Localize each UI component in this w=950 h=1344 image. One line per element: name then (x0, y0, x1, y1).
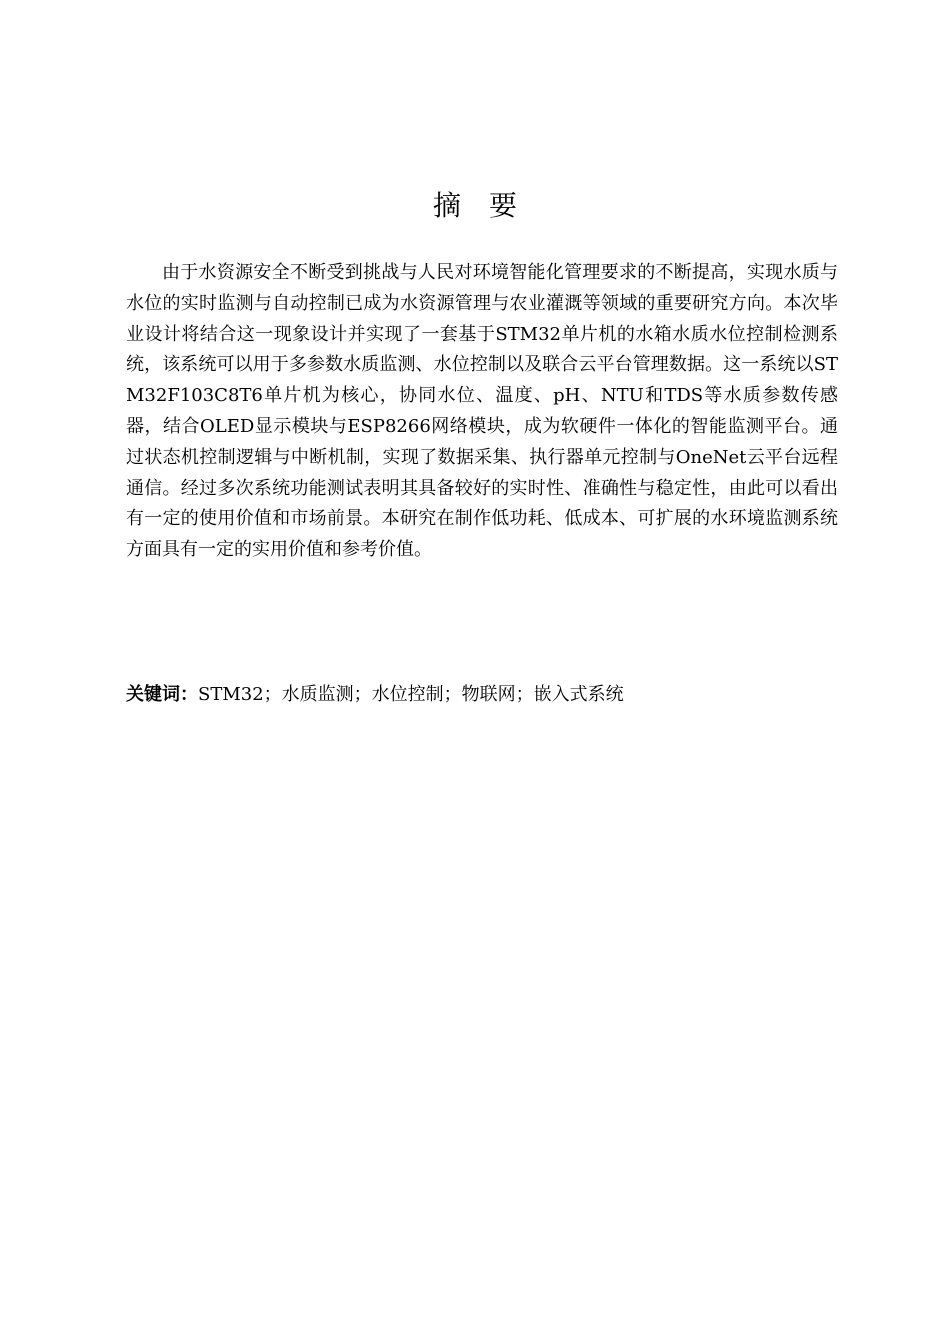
abstract-title: 摘要 (432, 189, 545, 222)
keywords-label: 关键词： (126, 684, 198, 705)
keywords-list: STM32；水质监测；水位控制；物联网；嵌入式系统 (198, 684, 624, 705)
keywords-line (126, 680, 838, 710)
abstract-body: 由于水资源安全不断受到挑战与人民对环境智能化管理要求的不断提高，实现水质与水位的实时监测与自动控制已成为水资源管理与农业灌溉等领域的重要研究方向。本次毕业设计将结合这一现象设计并实现了一套基于STM32单片机的水箱水质水位控制检测系统，该系统可以用于多参数水质监测、水位控制以及联合云平台管理数据。这一系统以STM32F103C8T6单片机为核心，协同水位、温度、pH、NTU和TDS等水质参数传感器，结合OLED显示模块与ESP8266网络模块，成为软硬件一体化的智能监测平台。通过状态机控制逻辑与中断机制，实现了数据采集、执行器单元控制与OneNet云平台远程通信。经过多次系统功能测试表明其具备较好的实时性、准确性与稳定性，由此可以看出有一定的使用价值和市场前景。本研究在制作低功耗、低成本、可扩展的水环境监测系统方面具有一定的实用价值和参考价值。 (126, 262, 838, 561)
